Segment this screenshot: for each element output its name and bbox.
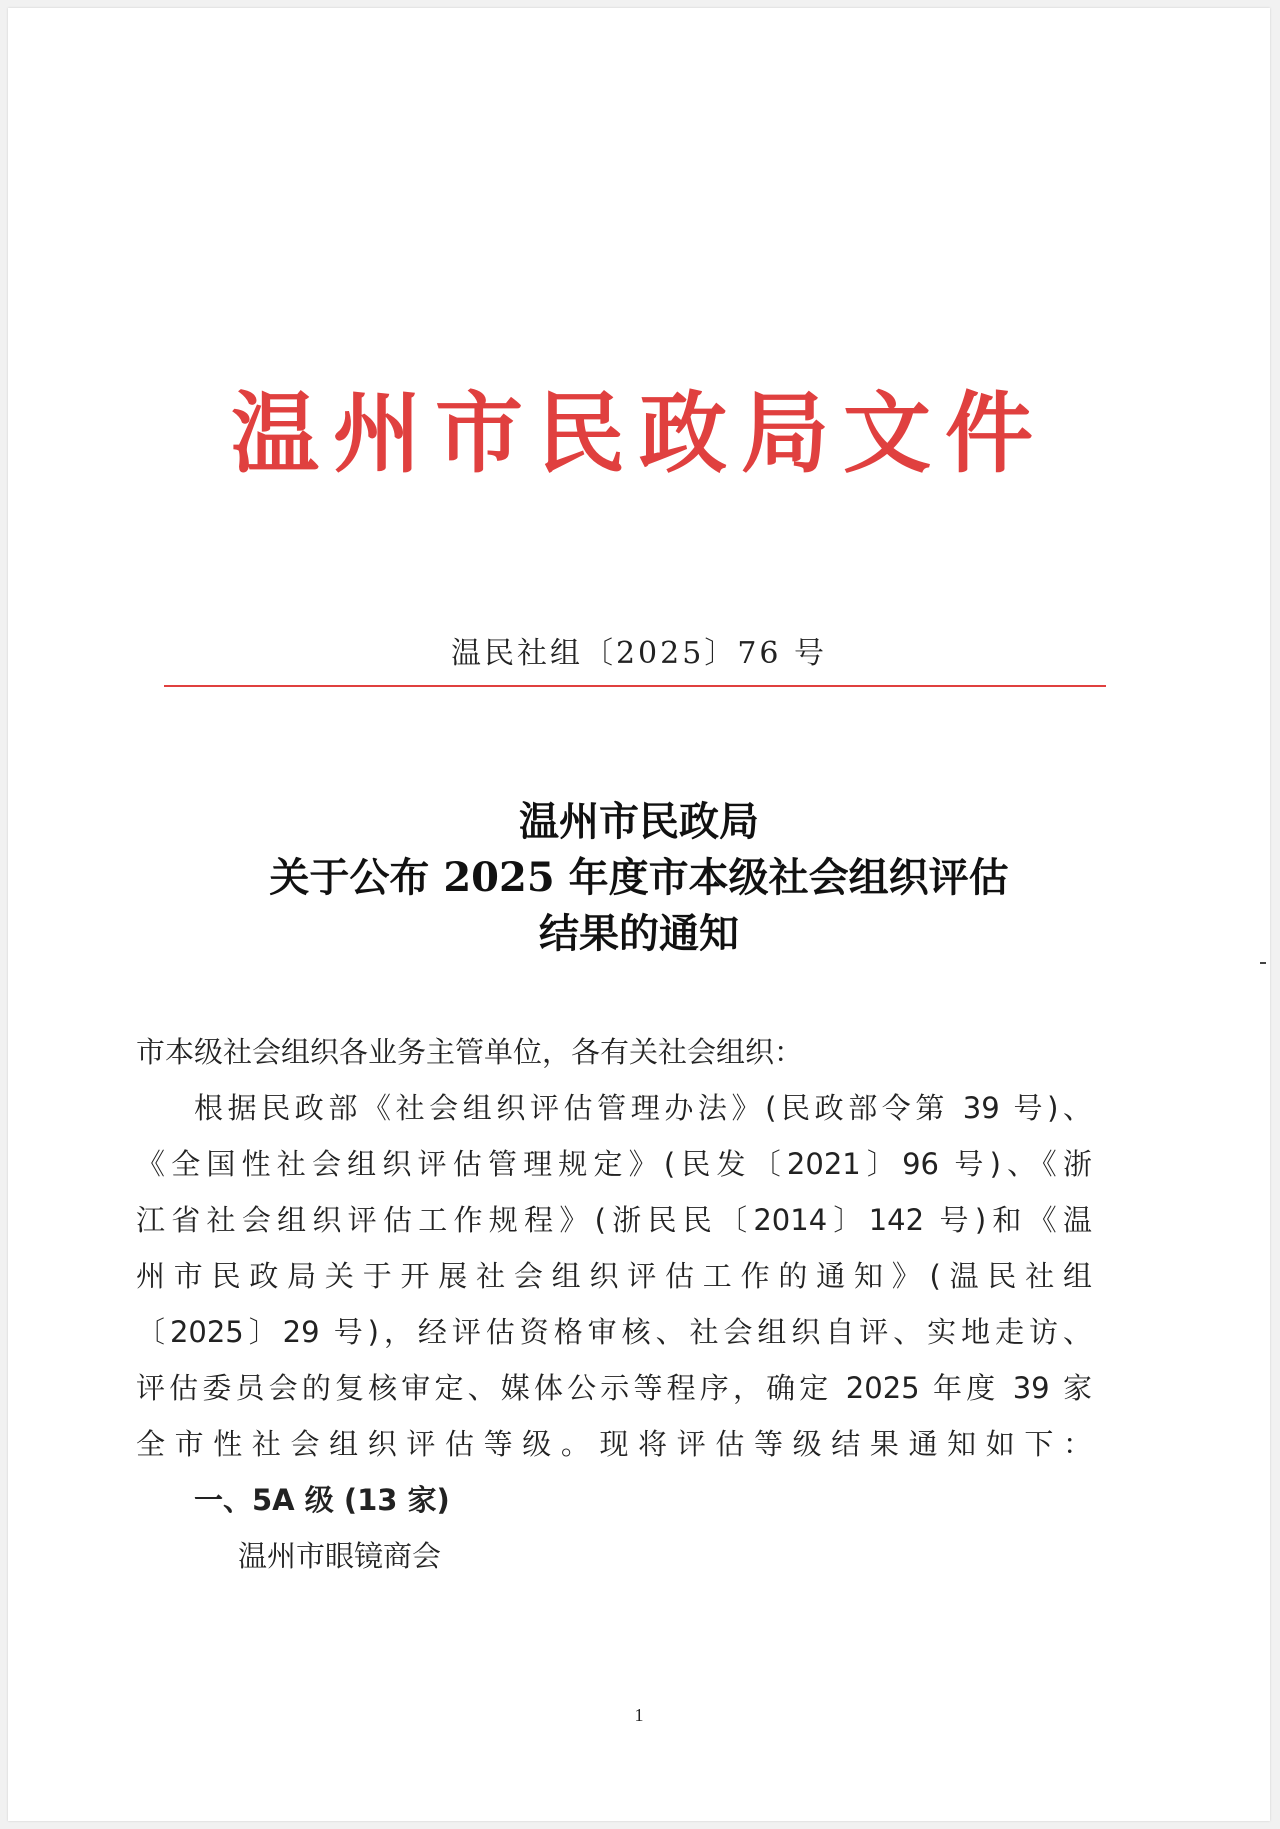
notice-title [8, 794, 1270, 962]
paragraph-line: 州市民政局关于开展社会组织评估工作的通知》(温民社组 [136, 1259, 1092, 1293]
title-line-3: 结果的通知 [539, 910, 739, 957]
organization-list-item: 温州市眼镜商会 [238, 1539, 442, 1573]
document-page [8, 8, 1270, 1821]
salutation: 市本级社会组织各业务主管单位，各有关社会组织： [136, 1035, 804, 1069]
paragraph-line: 〔2025〕29 号)，经评估资格审核、社会组织自评、实地走访、 [136, 1315, 1092, 1349]
issuing-authority-header: 温州市民政局文件 [230, 381, 1047, 485]
notice-body [136, 1024, 1092, 1584]
page-number: 1 [634, 1705, 644, 1725]
section-heading-5a: 一、5A 级 (13 家) [194, 1483, 450, 1517]
paragraph-line: 江省社会组织评估工作规程》(浙民民〔2014〕142 号)和《温 [136, 1203, 1092, 1237]
margin-mark [1260, 962, 1266, 964]
paragraph-line: 评估委员会的复核审定、媒体公示等程序，确定 2025 年度 39 家 [136, 1371, 1092, 1405]
paragraph-line: 全市性社会组织评估等级。现将评估等级结果通知如下： [136, 1427, 1092, 1461]
paragraph-line: 《全国性社会组织评估管理规定》(民发〔2021〕96 号)、《浙 [136, 1147, 1092, 1181]
red-divider-line [164, 685, 1106, 687]
document-number: 温民社组〔2025〕76 号 [450, 636, 828, 671]
title-line-1: 温州市民政局 [519, 798, 759, 845]
paragraph-line: 根据民政部《社会组织评估管理办法》(民政部令第 39 号)、 [194, 1091, 1092, 1125]
title-line-2: 关于公布 2025 年度市本级社会组织评估 [269, 854, 1009, 901]
